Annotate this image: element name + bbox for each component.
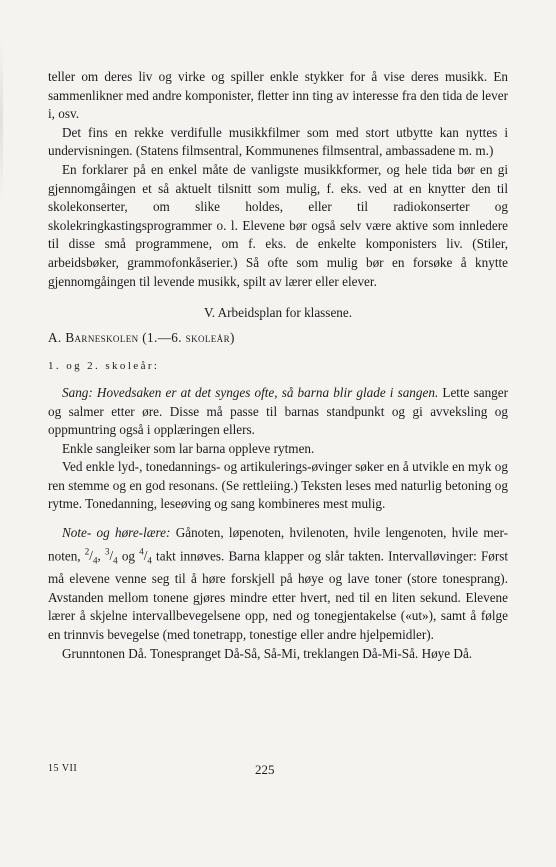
note-part2: takt innøves. Barna klapper og slår takten. Intervalløvinger: Først må elevene venne seg til å høre forskjell på høye og lave toner (store tonesprang). Avstanden mellom tonene gjøres mindre etter hvert, ned til en liten sekund. Elevene lærer å skjelne intervallbevegelsene opp, ned og tonegjentakelse («ut»), samt å følge en trinnvis bevegelse (med tonetrapp, tonestige eller andre hjelpemidler). (48, 548, 509, 643)
sub-heading: A. Barneskolen (1.—6. skoleår) (48, 329, 235, 345)
paragraph-3: En forklarer på en enkel måte de vanligste musikkformer, og hele tida bør en gi gjennomgåingen et så aktuelt tilsnitt som mulig, f. eks. ved at en knytter den til skolekonserter, om slike holdes, eller til radiokonserter og skolekringkastingsprogrammer o. l. Elevene bør også selv være aktive som innledere til disse små programmene, om f. eks. de enkelte komponisters liv. (Stiler, arbeidsbøker, grammofonkåserier.) Så ofte som mulig bør en forsøke å knytte gjennomgåingen til levende musikk, spilt av lærer eller elever. (48, 161, 508, 289)
fraction-3-4: $^3/_4$ (104, 546, 118, 566)
paragraph-stemme: Ved enkle lyd-, tonedannings- og artikulerings-øvinger søker en å utvikle en myk og ren stemme og en god resonans. (Se rettleiing.) Teksten leses med naturlig betoning og rytme. Tonedanning, leseøving og sang kombineres mest mulig. (48, 459, 508, 512)
paragraph-2: Det fins en rekke verdifulle musikkfilmer som med stort utbytte kan nyttes i undervisningen. (Statens filmsentral, Kommunenes filmsentral, ambassadene m. m.) (48, 124, 508, 159)
note-and: og (121, 548, 135, 564)
note-part1: Gånoten, løpenoten, hvilenoten, hvile lengenoten, hvile mer-noten, (48, 525, 508, 564)
note-paragraph (48, 524, 508, 645)
signature-mark: 15 VII (48, 763, 78, 774)
section-heading (48, 304, 508, 323)
page-edge-shadow (0, 40, 3, 200)
sang-label: Sang: (62, 384, 93, 400)
paragraph-sangleiker: Enkle sangleiker som lar barna oppleve rytmen. (62, 440, 315, 456)
paragraph-grunntonen: Grunntonen Då. Tonespranget Då-Så, Så-Mi, treklangen Då-Mi-Så. Høye Då. (62, 645, 473, 661)
sang-paragraph (48, 384, 508, 440)
grade-heading: 1. og 2. skoleår: (48, 360, 160, 373)
fraction-2-4: $^2/_4$, (84, 546, 101, 566)
sang-rest: Lette sanger og salmer etter øre. Disse må passe til barnas standpunkt og gi avveksling og oppmuntring også i opplæringen ellers. (48, 384, 509, 438)
page-body (48, 68, 508, 663)
fraction-4-4: $^4/_4$ (139, 546, 152, 566)
paragraph-1: teller om deres liv og virke og spiller enkle stykker for å vise deres musikk. En sammenlikner med andre komponister, fletter inn ting av interesse fra den tida de lever i, osv. (48, 69, 508, 122)
page-number: 225 (255, 762, 275, 777)
note-label: Note- og høre-lære: (62, 525, 171, 541)
section-heading-text: V. Arbeidsplan for klassene. (203, 305, 353, 321)
sang-italic-text: Hovedsaken er at det synges ofte, så barna blir glade i sangen. (96, 384, 439, 400)
